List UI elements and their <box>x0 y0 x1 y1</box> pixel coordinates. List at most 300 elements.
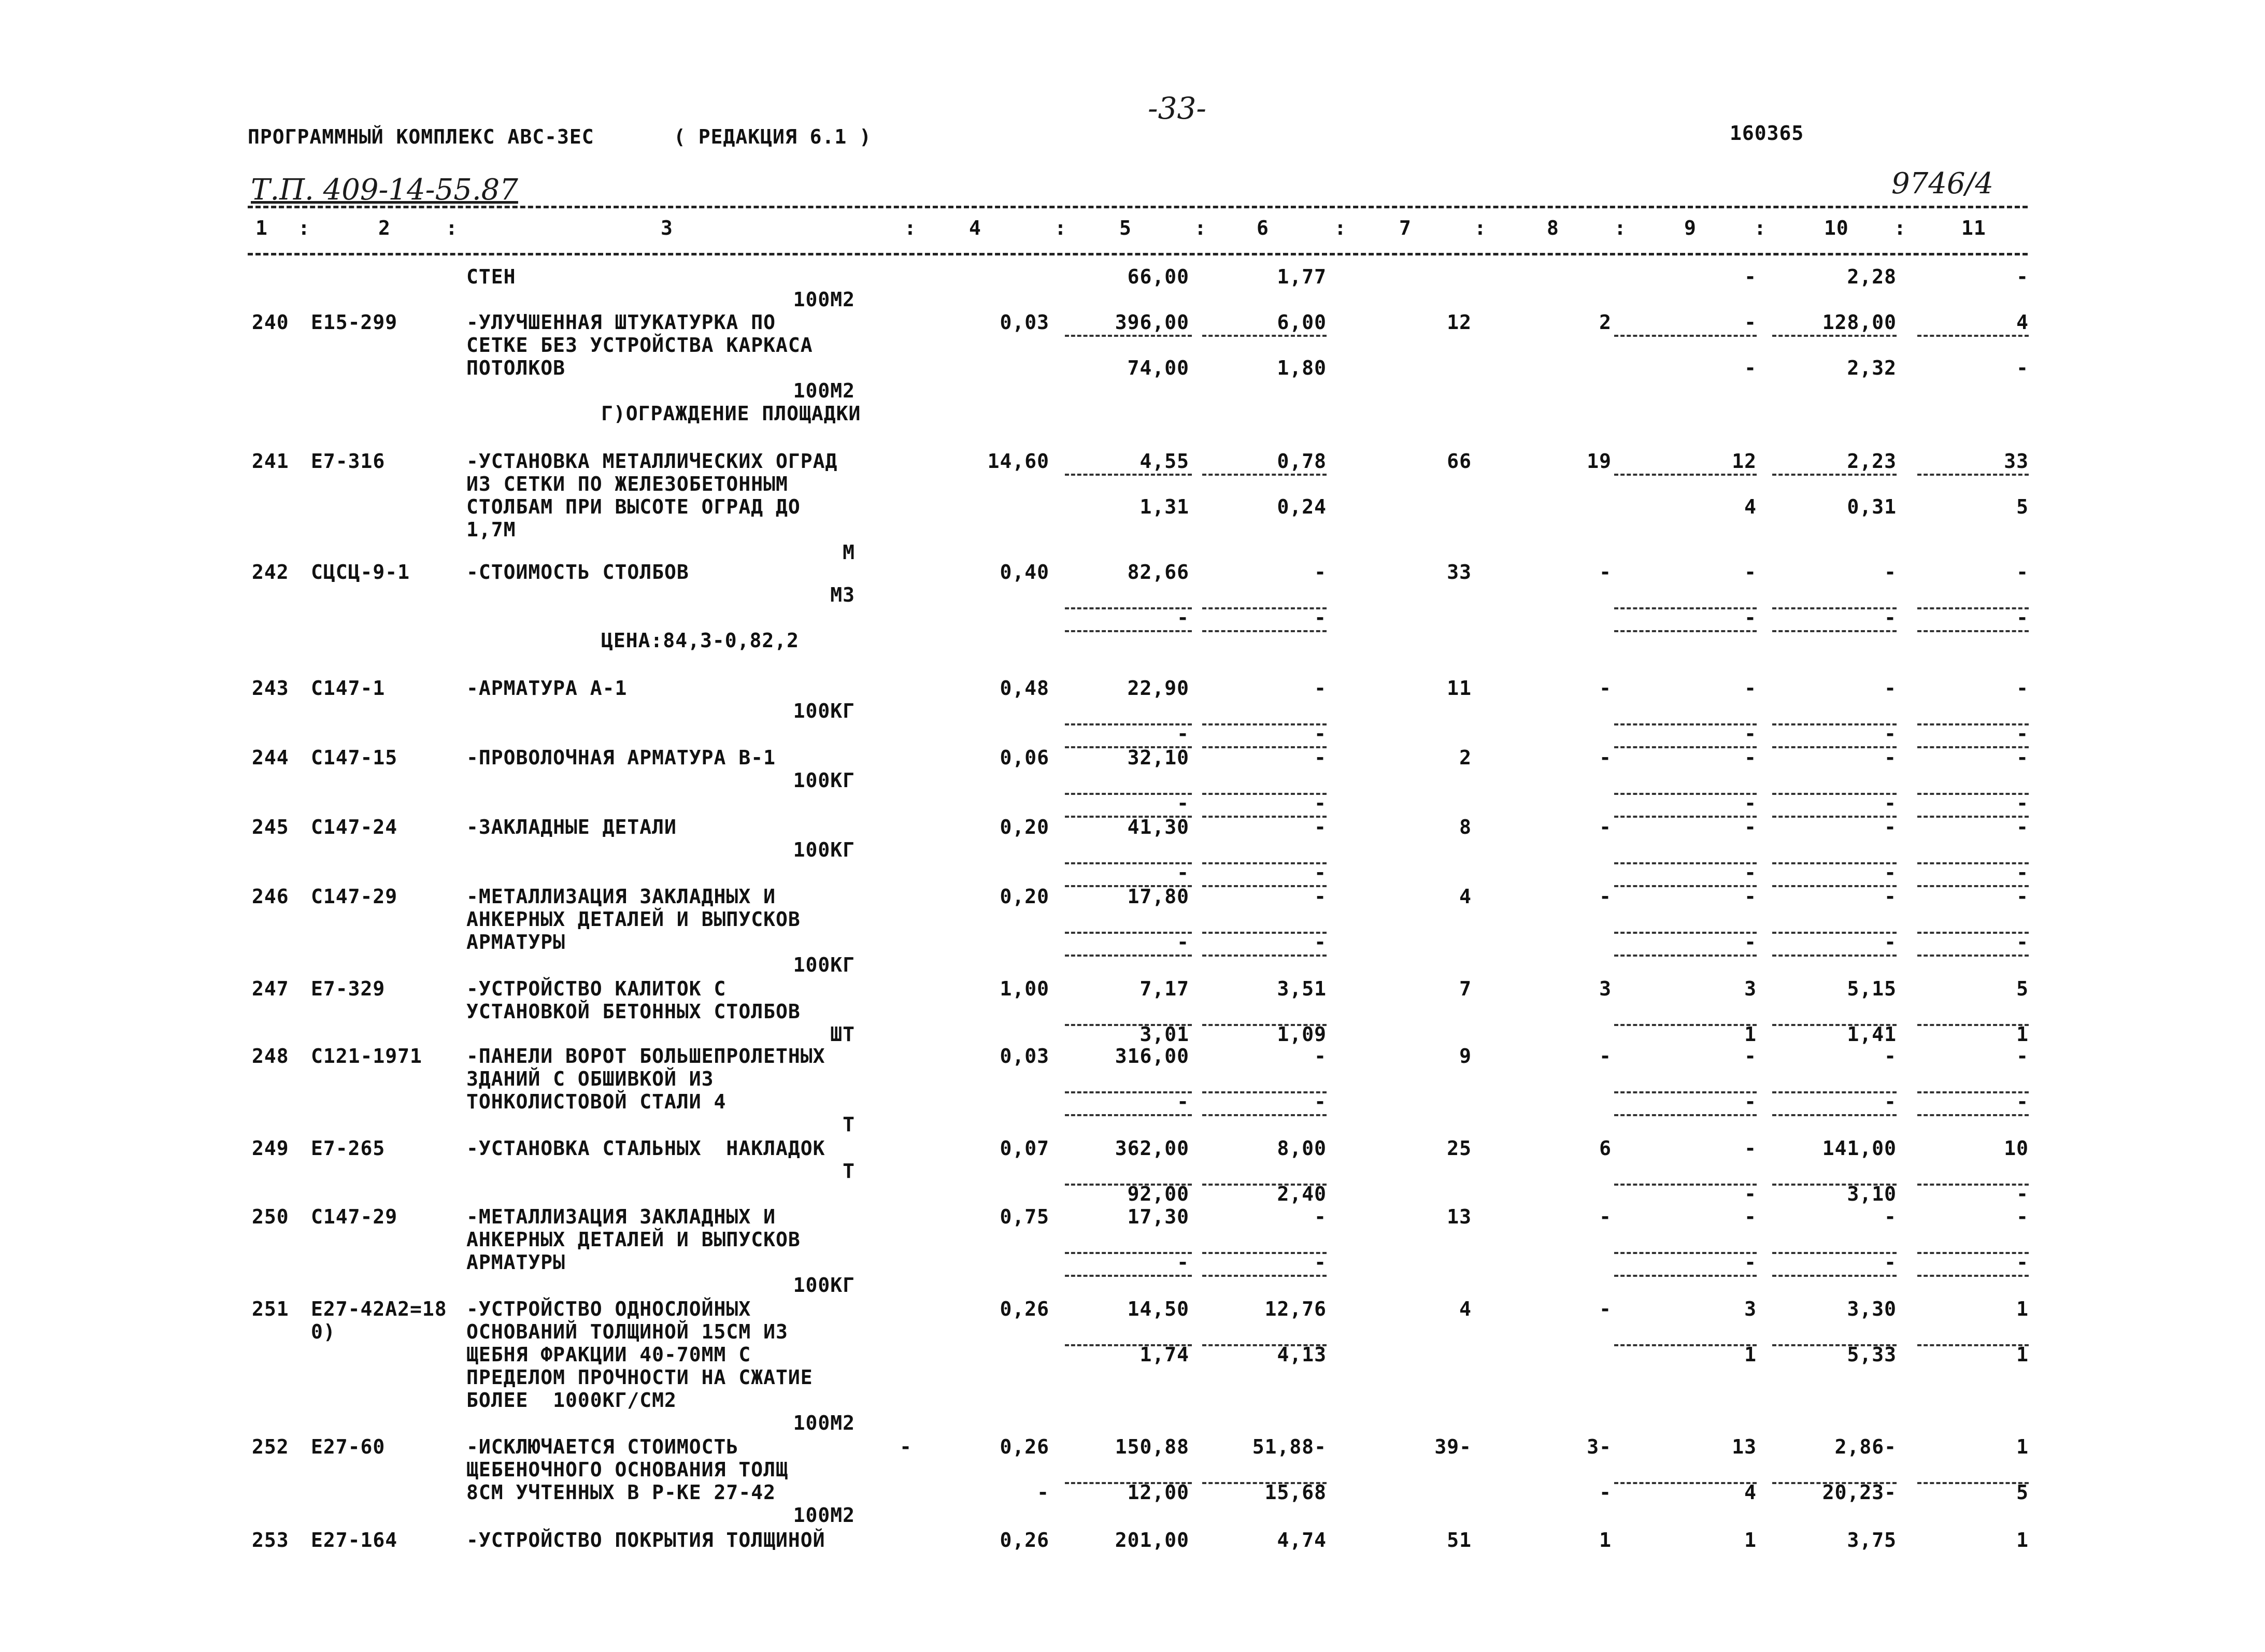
cell-c11: - <box>2016 265 2029 288</box>
cell-c5: 7,17 <box>1139 977 1189 1000</box>
cell-c2: 0) <box>311 1320 336 1343</box>
column-header: 5 <box>1119 217 1132 239</box>
cell-c9: 1 <box>1744 1343 1757 1366</box>
cell-c2: Е7-265 <box>311 1137 386 1160</box>
cell-c3: -УСТАНОВКА МЕТАЛЛИЧЕСКИХ ОГРАД <box>466 450 838 473</box>
cell-c10: - <box>1884 606 1897 629</box>
subtotal-separator <box>1065 1114 1192 1116</box>
cell-c3: -МЕТАЛЛИЗАЦИЯ ЗАКЛАДНЫХ И <box>466 885 776 908</box>
section-heading: Г)ОГРАЖДЕНИЕ ПЛОЩАДКИ <box>601 402 861 425</box>
cell-c1: 244 <box>252 746 289 769</box>
cell-c9: - <box>1744 677 1757 700</box>
cell-c7: 4 <box>1459 1298 1472 1320</box>
cell-c5: 362,00 <box>1115 1137 1189 1160</box>
cell-c5: 396,00 <box>1115 311 1189 334</box>
cell-c3: -ИСКЛЮЧАЕТСЯ СТОИМОСТЬ <box>466 1435 739 1458</box>
cell-c11: 1 <box>2016 1529 2029 1551</box>
cell-c10: 2,23 <box>1847 450 1897 473</box>
cell-c6: - <box>1314 931 1327 953</box>
cell-c7: 4 <box>1459 885 1472 908</box>
cell-c10: 20,23- <box>1822 1481 1897 1504</box>
subtotal-separator <box>1917 335 2029 337</box>
cell-c6: 2,40 <box>1277 1183 1327 1205</box>
cell-c5: 1,31 <box>1139 495 1189 518</box>
cell-c5: 17,80 <box>1127 885 1189 908</box>
cell-c3: ЗДАНИЙ С ОБШИВКОЙ ИЗ <box>466 1067 714 1090</box>
cell-c10: - <box>1884 1045 1897 1067</box>
cell-c9: - <box>1744 1251 1757 1274</box>
cell-c4: - <box>1037 1481 1049 1504</box>
column-header: 8 <box>1547 217 1559 239</box>
cell-c10: - <box>1884 931 1897 953</box>
cell-c6: 0,24 <box>1277 495 1327 518</box>
cell-c11: - <box>2016 792 2029 815</box>
cell-c9: - <box>1744 792 1757 815</box>
cell-c9: - <box>1744 357 1757 379</box>
cell-c5: - <box>1177 1090 1189 1113</box>
cell-c9: 12 <box>1732 450 1757 473</box>
cell-c11: 1 <box>2016 1435 2029 1458</box>
cell-c6: 1,80 <box>1277 357 1327 379</box>
cell-c11: - <box>2016 931 2029 953</box>
cell-c10: 128,00 <box>1822 311 1897 334</box>
cell-c7: 39- <box>1434 1435 1472 1458</box>
cell-c4: 0,26 <box>1000 1298 1049 1320</box>
cell-c5: 92,00 <box>1127 1183 1189 1205</box>
subtotal-separator <box>1202 335 1327 337</box>
cell-c2: Е15-299 <box>311 311 398 334</box>
project-code: Т.П. 409-14-55.87 <box>251 173 518 207</box>
cell-c10: - <box>1884 722 1897 745</box>
cell-c1: 252 <box>252 1435 289 1458</box>
cell-c10: - <box>1884 816 1897 838</box>
cell-c6: 1,09 <box>1277 1023 1327 1046</box>
cell-c5: 74,00 <box>1127 357 1189 379</box>
unit-label: 100КГ <box>793 953 855 976</box>
cell-c7: 12 <box>1447 311 1472 334</box>
cell-c5: - <box>1177 931 1189 953</box>
cell-c5: 22,90 <box>1127 677 1189 700</box>
cell-c3: -УСТРОЙСТВО ОДНОСЛОЙНЫХ <box>466 1298 751 1320</box>
cell-c3: ИЗ СЕТКИ ПО ЖЕЛЕЗОБЕТОННЫМ <box>466 473 788 495</box>
cell-c11: - <box>2016 1251 2029 1274</box>
cell-c1: 248 <box>252 1045 289 1067</box>
cell-c1: 243 <box>252 677 289 700</box>
subtotal-separator <box>1614 955 1757 957</box>
cell-c6: - <box>1314 1090 1327 1113</box>
cell-c9: - <box>1744 606 1757 629</box>
cell-c6: - <box>1314 861 1327 884</box>
subtotal-separator <box>1917 474 2029 476</box>
cell-c11: 5 <box>2016 1481 2029 1504</box>
cell-c11: - <box>2016 1183 2029 1205</box>
subtotal-separator <box>1917 955 2029 957</box>
subtotal-separator <box>1772 1275 1897 1277</box>
cell-c11: 5 <box>2016 495 2029 518</box>
cell-c1: 241 <box>252 450 289 473</box>
cell-c3: БОЛЕЕ 1000КГ/СМ2 <box>466 1389 677 1412</box>
cell-c5: 1,74 <box>1139 1343 1189 1366</box>
unit-label: М3 <box>830 583 855 606</box>
cell-c3: АРМАТУРЫ <box>466 1251 566 1274</box>
cell-c6: - <box>1314 722 1327 745</box>
cell-c2: Е27-164 <box>311 1529 398 1551</box>
cell-c9: 1 <box>1744 1529 1757 1551</box>
cell-c9: - <box>1744 1045 1757 1067</box>
cell-c11: - <box>2016 677 2029 700</box>
subtotal-separator <box>1772 955 1897 957</box>
cell-c10: 2,28 <box>1847 265 1897 288</box>
cell-c3: АНКЕРНЫХ ДЕТАЛЕЙ И ВЫПУСКОВ <box>466 1228 801 1251</box>
cell-c1: 242 <box>252 561 289 583</box>
section-heading: ЦЕНА:84,3-0,82,2 <box>601 629 800 652</box>
cell-c7: 2 <box>1459 746 1472 769</box>
cell-c10: 3,75 <box>1847 1529 1897 1551</box>
cell-c3: АРМАТУРЫ <box>466 931 566 953</box>
cell-c2: С147-29 <box>311 885 398 908</box>
subtotal-separator <box>1772 335 1897 337</box>
cell-c5: - <box>1177 1251 1189 1274</box>
cell-c8: 3- <box>1587 1435 1612 1458</box>
cell-c4: 0,48 <box>1000 677 1049 700</box>
cell-c2: С147-15 <box>311 746 398 769</box>
subtotal-separator <box>1065 630 1192 632</box>
cell-c3: ЩЕБНЯ ФРАКЦИИ 40-70ММ С <box>466 1343 751 1366</box>
cell-c7: 51 <box>1447 1529 1472 1551</box>
cell-c1: 245 <box>252 816 289 838</box>
cell-c9: - <box>1744 1137 1757 1160</box>
cell-c6: - <box>1314 561 1327 583</box>
cell-c3: -ПРОВОЛОЧНАЯ АРМАТУРА В-1 <box>466 746 776 769</box>
subtotal-separator <box>1917 1275 2029 1277</box>
cell-c3: -АРМАТУРА А-1 <box>466 677 628 700</box>
cell-c5: 3,01 <box>1139 1023 1189 1046</box>
cell-c3: АНКЕРНЫХ ДЕТАЛЕЙ И ВЫПУСКОВ <box>466 908 801 931</box>
sheet-number: 9746/4 <box>1891 167 1994 201</box>
subtotal-separator <box>1065 955 1192 957</box>
cell-c11: - <box>2016 606 2029 629</box>
cell-c5: 41,30 <box>1127 816 1189 838</box>
unit-label: Т <box>843 1113 855 1136</box>
column-header: 2 <box>378 217 391 239</box>
subtotal-separator <box>1614 630 1757 632</box>
cell-c10: - <box>1884 677 1897 700</box>
cell-c3: ПРЕДЕЛОМ ПРОЧНОСТИ НА СЖАТИЕ <box>466 1366 813 1389</box>
cell-c11: - <box>2016 1045 2029 1067</box>
cell-c2: С147-24 <box>311 816 398 838</box>
cell-c6: 3,51 <box>1277 977 1327 1000</box>
subtotal-separator <box>1917 1114 2029 1116</box>
column-separator: : <box>1614 217 1627 239</box>
cell-c10: 2,32 <box>1847 357 1897 379</box>
column-separator: : <box>298 217 310 239</box>
page-number: -33- <box>1148 91 1206 126</box>
cell-c6: - <box>1314 816 1327 838</box>
unit-label: 100КГ <box>793 769 855 792</box>
cell-c10: 5,33 <box>1847 1343 1897 1366</box>
cell-c11: 5 <box>2016 977 2029 1000</box>
cell-c9: - <box>1744 816 1757 838</box>
cell-c3: -УСТРОЙСТВО КАЛИТОК С <box>466 977 726 1000</box>
cell-c8: - <box>1599 746 1612 769</box>
cell-c9: - <box>1744 1090 1757 1113</box>
column-header: 4 <box>969 217 981 239</box>
column-header: 10 <box>1824 217 1849 239</box>
cell-c9: 3 <box>1744 977 1757 1000</box>
cell-c2: Е27-42А2=18 <box>311 1298 447 1320</box>
cell-c9: - <box>1744 311 1757 334</box>
unit-label: 100М2 <box>793 288 855 311</box>
column-separator: : <box>1055 217 1067 239</box>
column-separator: : <box>904 217 917 239</box>
cell-c4: 0,40 <box>1000 561 1049 583</box>
subtotal-separator <box>1065 335 1192 337</box>
unit-label: 100М2 <box>793 1504 855 1527</box>
subtotal-separator <box>1065 474 1192 476</box>
cell-c7: 7 <box>1459 977 1472 1000</box>
cell-c1: 250 <box>252 1205 289 1228</box>
cell-c9: - <box>1744 722 1757 745</box>
cell-c1: 253 <box>252 1529 289 1551</box>
subtotal-separator <box>1202 630 1327 632</box>
cell-c3: СТЕН <box>466 265 516 288</box>
cell-c5: 32,10 <box>1127 746 1189 769</box>
cell-c9: 4 <box>1744 495 1757 518</box>
column-header: 1 <box>255 217 268 239</box>
cell-c5: - <box>1177 792 1189 815</box>
column-separator: : <box>1754 217 1767 239</box>
cell-c3: -УСТРОЙСТВО ПОКРЫТИЯ ТОЛЩИНОЙ <box>466 1529 825 1551</box>
cell-c8: 6 <box>1599 1137 1612 1160</box>
cell-c3b: - <box>900 1435 912 1458</box>
cell-c3: 1,7М <box>466 518 516 541</box>
cell-c5: 150,88 <box>1115 1435 1189 1458</box>
cell-c4: 0,03 <box>1000 1045 1049 1067</box>
cell-c8: 19 <box>1587 450 1612 473</box>
unit-label: 100КГ <box>793 838 855 861</box>
cell-c3: ПОТОЛКОВ <box>466 357 566 379</box>
document-code: 160365 <box>1730 122 1804 145</box>
cell-c4: 0,06 <box>1000 746 1049 769</box>
cell-c9: - <box>1744 861 1757 884</box>
cell-c3: -УСТАНОВКА СТАЛЬНЫХ НАКЛАДОК <box>466 1137 825 1160</box>
cell-c6: 12,76 <box>1264 1298 1327 1320</box>
cell-c11: 1 <box>2016 1343 2029 1366</box>
cell-c10: - <box>1884 861 1897 884</box>
cell-c5: 12,00 <box>1127 1481 1189 1504</box>
subtotal-separator <box>1202 474 1327 476</box>
cell-c10: - <box>1884 885 1897 908</box>
cell-c6: 4,74 <box>1277 1529 1327 1551</box>
cell-c2: С147-29 <box>311 1205 398 1228</box>
subtotal-separator <box>1614 474 1757 476</box>
cell-c6: 0,78 <box>1277 450 1327 473</box>
cell-c6: - <box>1314 746 1327 769</box>
cell-c10: - <box>1884 1090 1897 1113</box>
cell-c11: - <box>2016 816 2029 838</box>
column-separator: : <box>446 217 458 239</box>
cell-c5: - <box>1177 722 1189 745</box>
cell-c9: - <box>1744 1183 1757 1205</box>
cell-c4: 14,60 <box>987 450 1049 473</box>
cell-c11: - <box>2016 1090 2029 1113</box>
cell-c10: - <box>1884 746 1897 769</box>
cell-c6: - <box>1314 792 1327 815</box>
cell-c10: 2,86- <box>1834 1435 1897 1458</box>
cell-c4: 0,26 <box>1000 1435 1049 1458</box>
cell-c3: -ЗАКЛАДНЫЕ ДЕТАЛИ <box>466 816 677 838</box>
cell-c10: 3,10 <box>1847 1183 1897 1205</box>
cell-c11: - <box>2016 722 2029 745</box>
cell-c4: 0,20 <box>1000 885 1049 908</box>
cell-c5: 201,00 <box>1115 1529 1189 1551</box>
subtotal-separator <box>1202 1275 1327 1277</box>
cell-c1: 249 <box>252 1137 289 1160</box>
cell-c3: -ПАНЕЛИ ВОРОТ БОЛЬШЕПРОЛЕТНЫХ <box>466 1045 825 1067</box>
cell-c8: - <box>1599 1045 1612 1067</box>
cell-c2: Е27-60 <box>311 1435 386 1458</box>
cell-c3: УСТАНОВКОЙ БЕТОННЫХ СТОЛБОВ <box>466 1000 801 1023</box>
cell-c10: - <box>1884 1205 1897 1228</box>
cell-c9: - <box>1744 265 1757 288</box>
subtotal-separator <box>1772 630 1897 632</box>
column-separator: : <box>1474 217 1487 239</box>
cell-c6: - <box>1314 606 1327 629</box>
cell-c11: 4 <box>2016 311 2029 334</box>
cell-c6: - <box>1314 1205 1327 1228</box>
cell-c11: 33 <box>2004 450 2029 473</box>
column-header: 11 <box>1961 217 1986 239</box>
cell-c3: 8СМ УЧТЕННЫХ В Р-КЕ 27-42 <box>466 1481 776 1504</box>
cell-c6: 6,00 <box>1277 311 1327 334</box>
cell-c6: 4,13 <box>1277 1343 1327 1366</box>
cell-c9: 1 <box>1744 1023 1757 1046</box>
cell-c11: - <box>2016 561 2029 583</box>
cell-c9: - <box>1744 1205 1757 1228</box>
cell-c4: 0,20 <box>1000 816 1049 838</box>
cell-c7: 33 <box>1447 561 1472 583</box>
cell-c1: 240 <box>252 311 289 334</box>
cell-c8: 1 <box>1599 1529 1612 1551</box>
column-separator: : <box>1194 217 1207 239</box>
column-separator: : <box>1894 217 1906 239</box>
unit-label: М <box>843 541 855 564</box>
cell-c7: 13 <box>1447 1205 1472 1228</box>
cell-c3: ЩЕБЕНОЧНОГО ОСНОВАНИЯ ТОЛЩ <box>466 1458 788 1481</box>
unit-label: 100М2 <box>793 379 855 402</box>
column-separator: : <box>1334 217 1347 239</box>
cell-c10: - <box>1884 561 1897 583</box>
cell-c7: 11 <box>1447 677 1472 700</box>
column-header: 3 <box>661 217 673 239</box>
cell-c6: - <box>1314 885 1327 908</box>
cell-c6: 51,88- <box>1252 1435 1327 1458</box>
cell-c5: 4,55 <box>1139 450 1189 473</box>
cell-c5: - <box>1177 606 1189 629</box>
cell-c8: 3 <box>1599 977 1612 1000</box>
cell-c5: 66,00 <box>1127 265 1189 288</box>
subtotal-separator <box>1917 630 2029 632</box>
cell-c6: 1,77 <box>1277 265 1327 288</box>
cell-c9: 4 <box>1744 1481 1757 1504</box>
cell-c9: - <box>1744 746 1757 769</box>
unit-label: 100КГ <box>793 1274 855 1297</box>
subtotal-separator <box>1614 335 1757 337</box>
cell-c3: ОСНОВАНИЙ ТОЛЩИНОЙ 15СМ ИЗ <box>466 1320 788 1343</box>
cell-c8: - <box>1599 1481 1612 1504</box>
cell-c6: - <box>1314 1251 1327 1274</box>
cell-c5: 82,66 <box>1127 561 1189 583</box>
cell-c7: 8 <box>1459 816 1472 838</box>
unit-label: 100М2 <box>793 1412 855 1434</box>
cell-c3: -СТОИМОСТЬ СТОЛБОВ <box>466 561 689 583</box>
column-header: 7 <box>1399 217 1412 239</box>
cell-c9: - <box>1744 561 1757 583</box>
cell-c11: 1 <box>2016 1298 2029 1320</box>
subtotal-separator <box>1772 1114 1897 1116</box>
cell-c7: 66 <box>1447 450 1472 473</box>
cell-c1: 251 <box>252 1298 289 1320</box>
cell-c2: СЦСЦ-9-1 <box>311 561 410 583</box>
cell-c6: - <box>1314 1045 1327 1067</box>
cell-c11: 10 <box>2004 1137 2029 1160</box>
cell-c10: 3,30 <box>1847 1298 1897 1320</box>
cell-c3: СЕТКЕ БЕЗ УСТРОЙСТВА КАРКАСА <box>466 334 813 357</box>
cell-c2: Е7-329 <box>311 977 386 1000</box>
cell-c9: - <box>1744 885 1757 908</box>
cell-c6: - <box>1314 677 1327 700</box>
edition-label: ( РЕДАКЦИЯ 6.1 ) <box>674 125 872 148</box>
unit-label: Т <box>843 1160 855 1183</box>
unit-label: ШТ <box>830 1023 855 1046</box>
subtotal-separator <box>1202 955 1327 957</box>
header-bottom-rule <box>248 253 2028 255</box>
cell-c11: - <box>2016 746 2029 769</box>
cell-c8: - <box>1599 1205 1612 1228</box>
cell-c3: -МЕТАЛЛИЗАЦИЯ ЗАКЛАДНЫХ И <box>466 1205 776 1228</box>
cell-c5: 14,50 <box>1127 1298 1189 1320</box>
cell-c4: 1,00 <box>1000 977 1049 1000</box>
cell-c5: 17,30 <box>1127 1205 1189 1228</box>
cell-c4: 0,26 <box>1000 1529 1049 1551</box>
cell-c8: - <box>1599 816 1612 838</box>
cell-c5: - <box>1177 861 1189 884</box>
cell-c4: 0,75 <box>1000 1205 1049 1228</box>
cell-c8: - <box>1599 1298 1612 1320</box>
cell-c8: 2 <box>1599 311 1612 334</box>
cell-c10: 5,15 <box>1847 977 1897 1000</box>
subtotal-separator <box>1614 1114 1757 1116</box>
cell-c10: 141,00 <box>1822 1137 1897 1160</box>
cell-c9: - <box>1744 931 1757 953</box>
cell-c6: 8,00 <box>1277 1137 1327 1160</box>
cell-c1: 246 <box>252 885 289 908</box>
cell-c3: СТОЛБАМ ПРИ ВЫСОТЕ ОГРАД ДО <box>466 495 801 518</box>
cell-c11: 1 <box>2016 1023 2029 1046</box>
unit-label: 100КГ <box>793 700 855 722</box>
cell-c4: 0,03 <box>1000 311 1049 334</box>
cell-c11: - <box>2016 885 2029 908</box>
column-header: 9 <box>1684 217 1697 239</box>
cell-c7: 25 <box>1447 1137 1472 1160</box>
program-title: ПРОГРАММНЫЙ КОМПЛЕКС АВС-3ЕС <box>248 125 594 148</box>
cell-c2: Е7-316 <box>311 450 386 473</box>
cell-c5: 316,00 <box>1115 1045 1189 1067</box>
subtotal-separator <box>1065 1275 1192 1277</box>
cell-c8: - <box>1599 885 1612 908</box>
cell-c10: - <box>1884 792 1897 815</box>
subtotal-separator <box>1202 1114 1327 1116</box>
